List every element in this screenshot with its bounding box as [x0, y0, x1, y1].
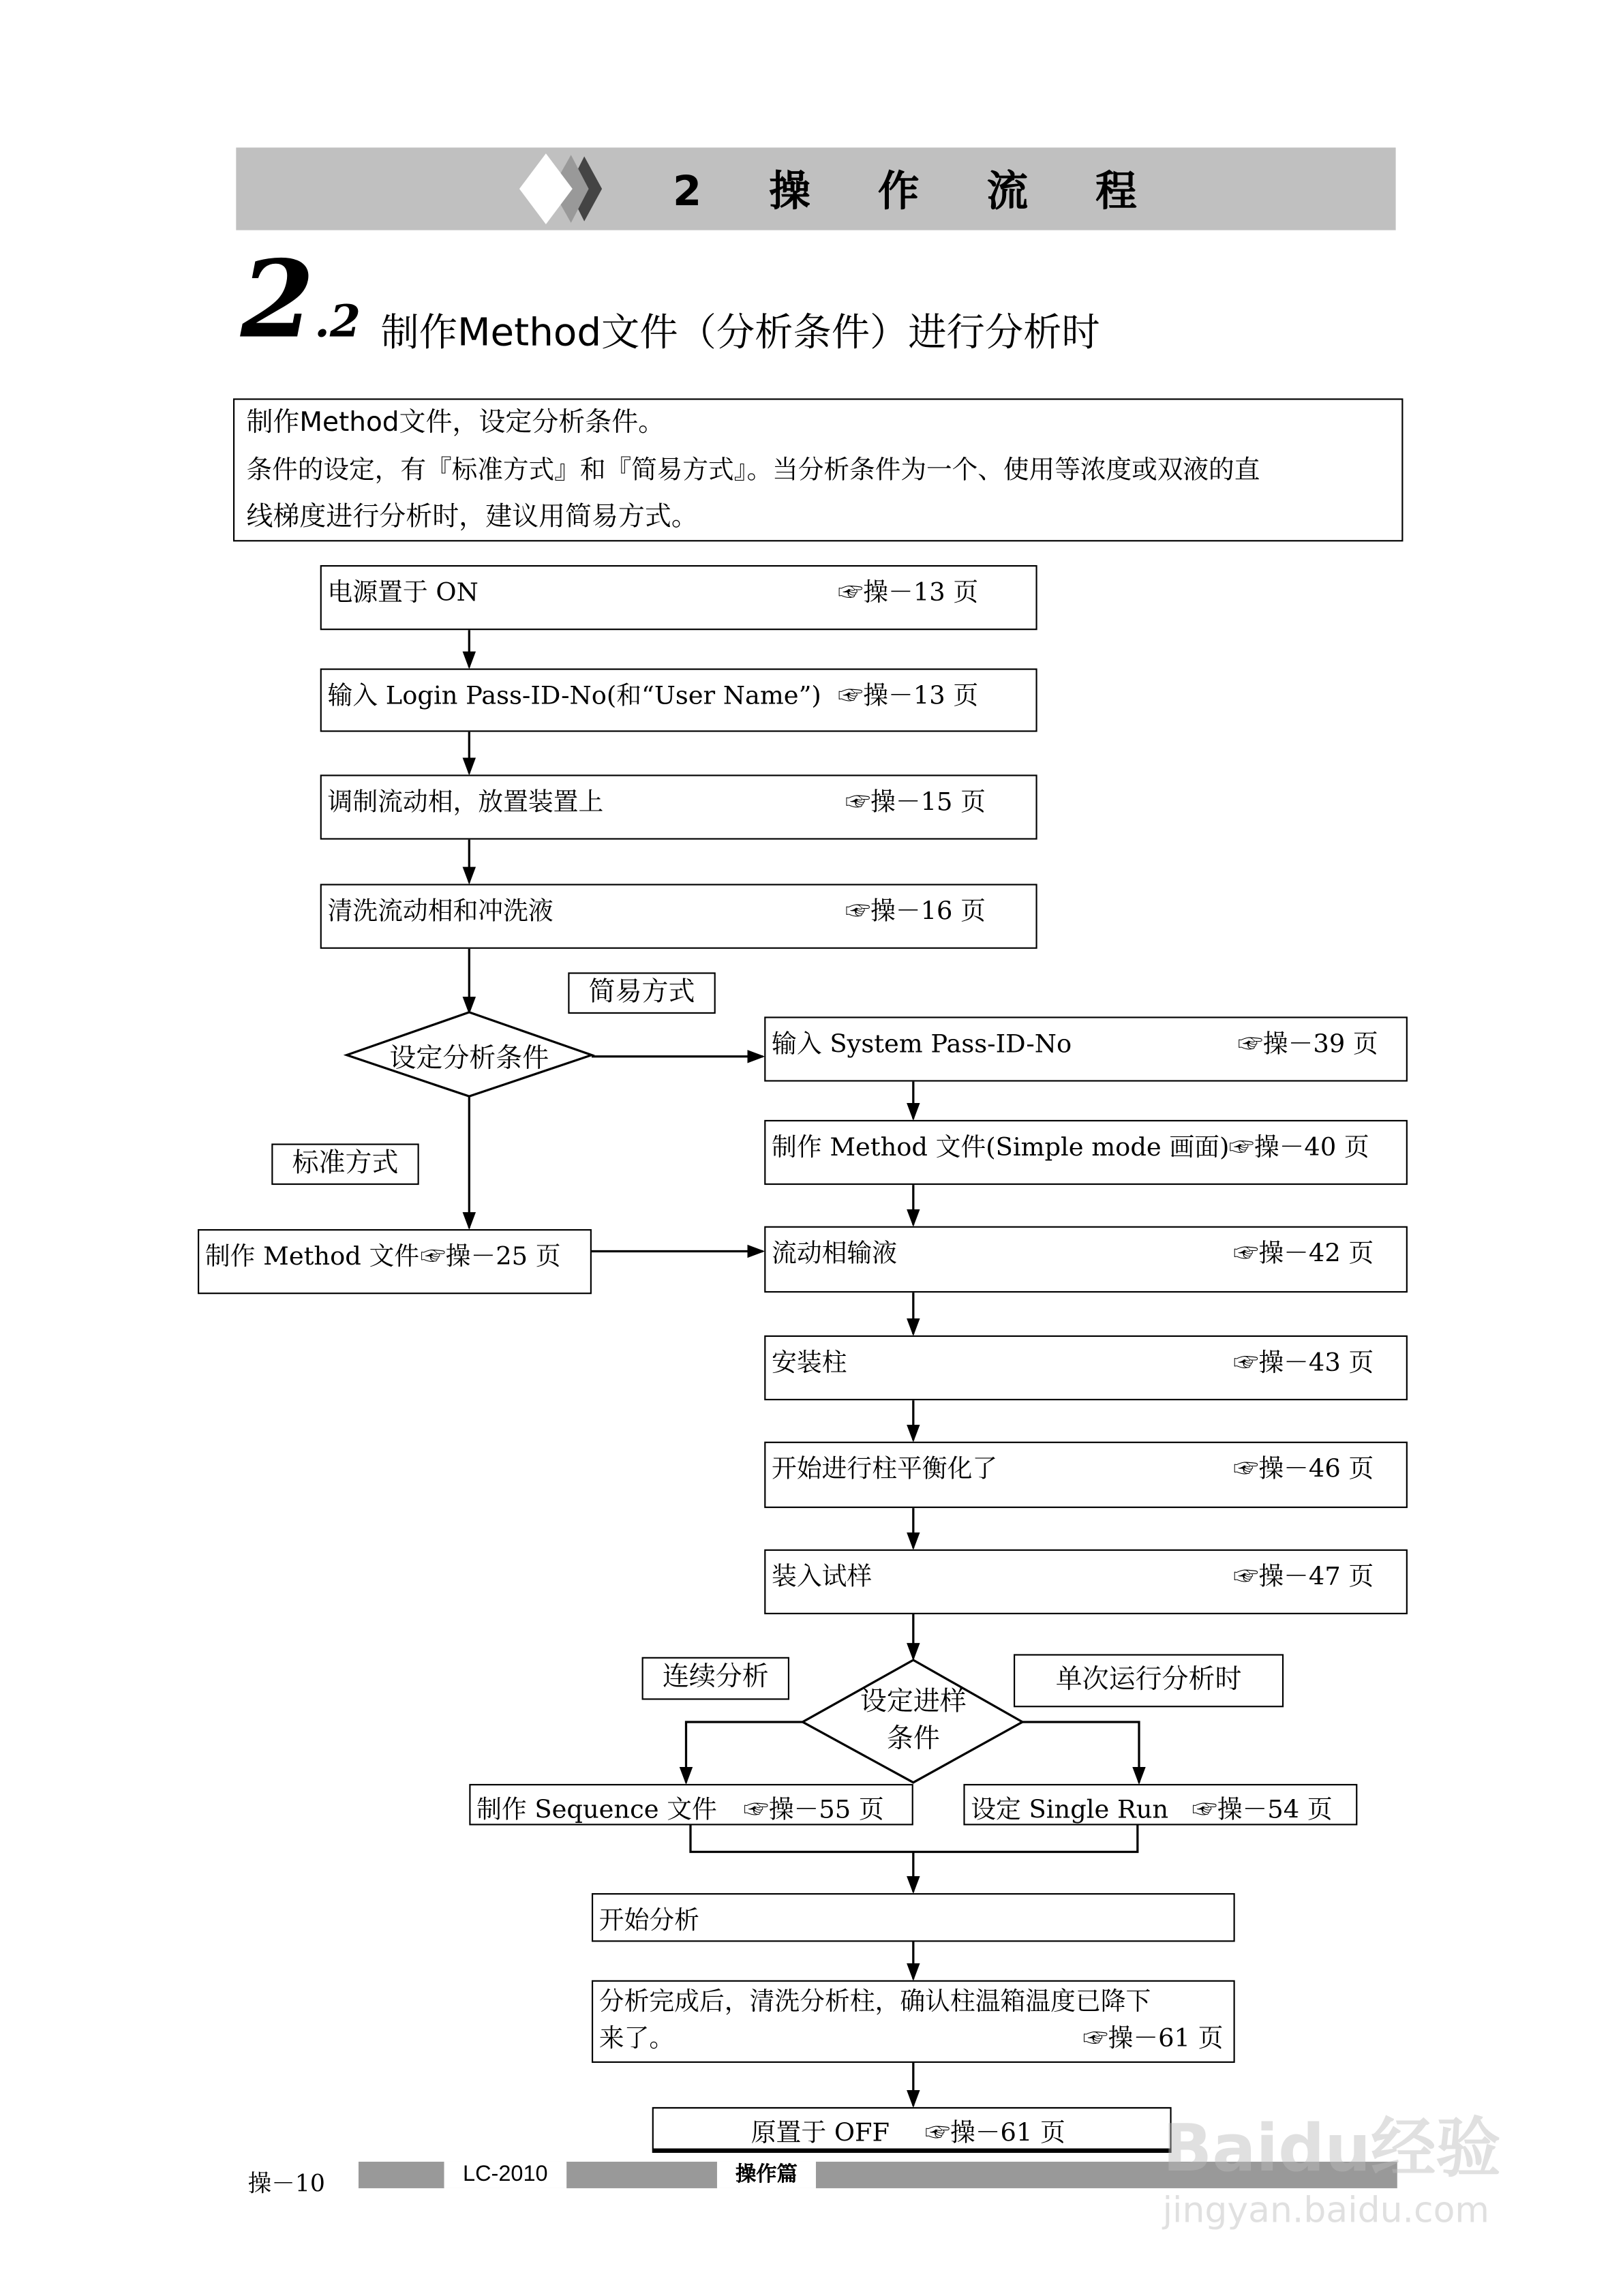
page-ref: ☞操－13 页: [838, 578, 979, 608]
page-ref: ☞操－43 页: [1233, 1348, 1374, 1378]
watermark-url: jingyan.baidu.com: [1162, 2190, 1490, 2231]
page-ref: ☞操－54 页: [1192, 1796, 1333, 1826]
step-install-column: [764, 1335, 1408, 1400]
step-text: 开始进行柱平衡化了: [772, 1455, 998, 1485]
step-text: 调制流动相，放置装置上: [327, 787, 604, 818]
step-text: 设定 Single Run: [971, 1796, 1169, 1826]
section-number-small: .2: [314, 297, 361, 348]
step-text: 制作 Method 文件(Simple mode 画面): [772, 1133, 1230, 1163]
label-standard-mode: 标准方式: [271, 1143, 419, 1185]
step-text: 制作 Method 文件: [204, 1242, 420, 1272]
page-ref: ☞操－47 页: [1233, 1562, 1374, 1592]
step-text: 分析完成后，清洗分析柱，确认柱温箱温度已降下: [598, 1987, 1151, 2017]
decision-line: 条件: [886, 1723, 940, 1755]
page-ref: ☞操－25 页: [420, 1242, 561, 1272]
page-ref: ☞操－16 页: [845, 897, 986, 927]
step-start-analysis: [592, 1893, 1235, 1942]
step-sequence: [469, 1784, 913, 1826]
label-simple-mode: 简易方式: [568, 972, 715, 1014]
page-ref: ☞操－15 页: [845, 787, 986, 818]
step-text: 电源置于 ON: [327, 578, 479, 608]
step-text: 流动相输液: [772, 1239, 898, 1269]
page-ref: ☞操－61 页: [925, 2119, 1065, 2149]
footer-page-number: 操－10: [247, 2169, 326, 2197]
watermark-brand: Baidu经验: [1162, 2111, 1501, 2187]
step-login: [320, 669, 1037, 732]
step-power-off: [652, 2107, 1172, 2153]
step-simple-method: [764, 1120, 1408, 1185]
step-system-pass: [764, 1016, 1408, 1081]
page-ref: ☞操－40 页: [1229, 1133, 1369, 1163]
step-standard-method: [198, 1229, 592, 1294]
step-text: 清洗流动相和冲洗液: [327, 897, 553, 927]
step-text: 输入 Login Pass-ID-No(和“User Name”): [327, 681, 821, 712]
step-load-sample: [764, 1550, 1408, 1614]
label-single-run: 单次运行分析时: [1014, 1654, 1284, 1707]
page-ref: ☞操－55 页: [743, 1796, 884, 1826]
step-text: 原置于 OFF: [750, 2119, 890, 2149]
step-single-run: [963, 1784, 1357, 1826]
step-text: 安装柱: [772, 1348, 847, 1378]
footer-section: 操作篇: [717, 2162, 816, 2188]
watermark-logo: [1163, 2096, 1501, 2231]
chapter-title: 2 操 作 流 程: [673, 166, 1164, 216]
step-pump: [764, 1226, 1408, 1293]
page-ref: ☞操－61 页: [1082, 2024, 1224, 2054]
step-mobile-phase: [320, 774, 1037, 839]
step-text: 制作 Sequence 文件: [476, 1796, 717, 1826]
step-text: 装入试样: [772, 1562, 873, 1592]
step-purge: [320, 884, 1037, 949]
step-equilibrate: [764, 1442, 1408, 1508]
page-ref: ☞操－46 页: [1233, 1455, 1374, 1485]
intro-line: 线梯度进行分析时，建议用简易方式。: [246, 501, 698, 533]
intro-line: 条件的设定，有『标准方式』和『简易方式』。当分析条件为一个、使用等浓度或双液的直: [246, 455, 1260, 486]
step-text: 来了。: [598, 2024, 675, 2054]
page-ref: ☞操－13 页: [838, 681, 979, 712]
step-power-on: [320, 565, 1037, 630]
decision-injection: [840, 1684, 987, 1757]
step-text: 输入 System Pass-ID-No: [772, 1029, 1072, 1060]
intro-line: 制作Method文件，设定分析条件。: [246, 407, 665, 438]
decision-analysis-conditions: 设定分析条件: [389, 1043, 549, 1074]
step-text: 开始分析: [598, 1906, 699, 1936]
label-continuous: 连续分析: [642, 1657, 789, 1700]
page-ref: ☞操－39 页: [1238, 1029, 1378, 1060]
section-title: 制作Method文件（分析条件）进行分析时: [380, 311, 1100, 356]
page-ref: ☞操－42 页: [1233, 1239, 1374, 1269]
footer-model: LC-2010: [444, 2162, 567, 2188]
decision-line: 设定进样: [860, 1687, 967, 1718]
step-finish: [592, 1980, 1235, 2063]
section-number-big: 2: [240, 236, 315, 362]
